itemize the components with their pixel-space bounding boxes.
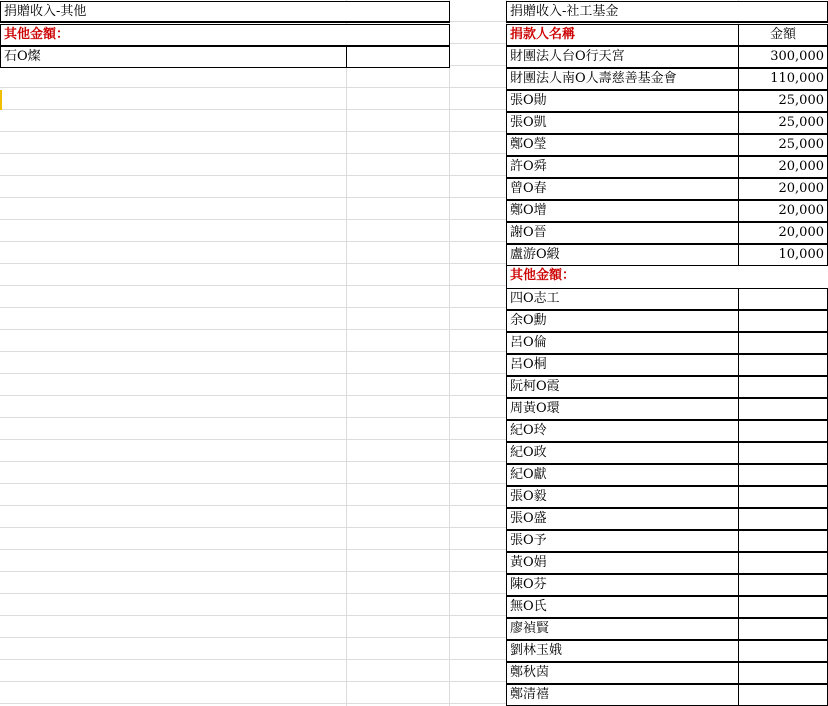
other-donor-amount[interactable] [738,684,828,706]
cell-cursor [0,90,2,110]
other-donor-amount[interactable] [738,442,828,464]
other-donor-amount[interactable] [738,662,828,684]
right-header-name[interactable]: 捐款人名稱 [506,24,739,46]
other-donor-name[interactable]: 紀O獻 [506,464,739,486]
donor-name[interactable]: 張O凱 [506,112,739,134]
donor-name[interactable]: 許O舜 [506,156,739,178]
other-donor-amount[interactable] [738,398,828,420]
other-donor-name[interactable]: 余O勳 [506,310,739,332]
other-donor-amount[interactable] [738,596,828,618]
other-donor-amount[interactable] [738,288,828,310]
other-donor-amount[interactable] [738,530,828,552]
left-donor-name[interactable]: 石O燦 [0,46,347,68]
other-donor-name[interactable]: 廖禎賢 [506,618,739,640]
other-donor-name[interactable]: 劉林玉娥 [506,640,739,662]
other-donor-name[interactable]: 鄭清禧 [506,684,739,706]
other-donor-name[interactable]: 無O氏 [506,596,739,618]
other-donor-name[interactable]: 張O盛 [506,508,739,530]
donor-amount[interactable]: 20,000 [738,222,828,244]
other-donor-name[interactable]: 呂O桐 [506,354,739,376]
other-donor-name[interactable]: 紀O政 [506,442,739,464]
other-donor-amount[interactable] [738,574,828,596]
other-donor-amount[interactable] [738,552,828,574]
column-gridline [346,0,347,706]
donor-name[interactable]: 鄭O增 [506,200,739,222]
other-donor-amount[interactable] [738,508,828,530]
donor-name[interactable]: 曾O春 [506,178,739,200]
donor-name[interactable]: 盧游O緞 [506,244,739,266]
donor-amount[interactable]: 10,000 [738,244,828,266]
left-other-label[interactable]: 其他金額： [0,24,450,46]
other-donor-amount[interactable] [738,310,828,332]
other-donor-name[interactable]: 鄭秋茵 [506,662,739,684]
donor-name[interactable]: 張O勛 [506,90,739,112]
other-donor-name[interactable]: 黃O娟 [506,552,739,574]
other-donor-amount[interactable] [738,464,828,486]
donor-amount[interactable]: 110,000 [738,68,828,90]
donor-name[interactable]: 財團法人台O行天宮 [506,46,739,68]
right-title[interactable]: 捐贈收入-社工基金 [506,1,828,23]
donor-amount[interactable]: 300,000 [738,46,828,68]
other-donor-name[interactable]: 張O毅 [506,486,739,508]
other-donor-amount[interactable] [738,354,828,376]
other-donor-name[interactable]: 阮柯O霞 [506,376,739,398]
left-title[interactable]: 捐贈收入-其他 [0,1,450,23]
right-other-label[interactable]: 其他金額： [506,266,828,288]
donor-name[interactable]: 鄭O瑩 [506,134,739,156]
other-donor-amount[interactable] [738,618,828,640]
donor-name[interactable]: 財團法人南O人壽慈善基金會 [506,68,739,90]
other-donor-amount[interactable] [738,640,828,662]
other-donor-name[interactable]: 呂O倫 [506,332,739,354]
other-donor-amount[interactable] [738,376,828,398]
column-gridline [449,0,450,706]
donor-amount[interactable]: 20,000 [738,200,828,222]
other-donor-name[interactable]: 陳O芬 [506,574,739,596]
other-donor-name[interactable]: 紀O玲 [506,420,739,442]
donor-amount[interactable]: 20,000 [738,178,828,200]
other-donor-amount[interactable] [738,332,828,354]
other-donor-amount[interactable] [738,486,828,508]
other-donor-name[interactable]: 張O予 [506,530,739,552]
other-donor-amount[interactable] [738,420,828,442]
donor-amount[interactable]: 25,000 [738,90,828,112]
right-header-amount[interactable]: 金額 [738,24,828,46]
donor-amount[interactable]: 25,000 [738,134,828,156]
donor-amount[interactable]: 25,000 [738,112,828,134]
other-donor-name[interactable]: 四O志工 [506,288,739,310]
other-donor-name[interactable]: 周黃O環 [506,398,739,420]
left-donor-amount[interactable] [346,46,450,68]
donor-amount[interactable]: 20,000 [738,156,828,178]
donor-name[interactable]: 謝O晉 [506,222,739,244]
